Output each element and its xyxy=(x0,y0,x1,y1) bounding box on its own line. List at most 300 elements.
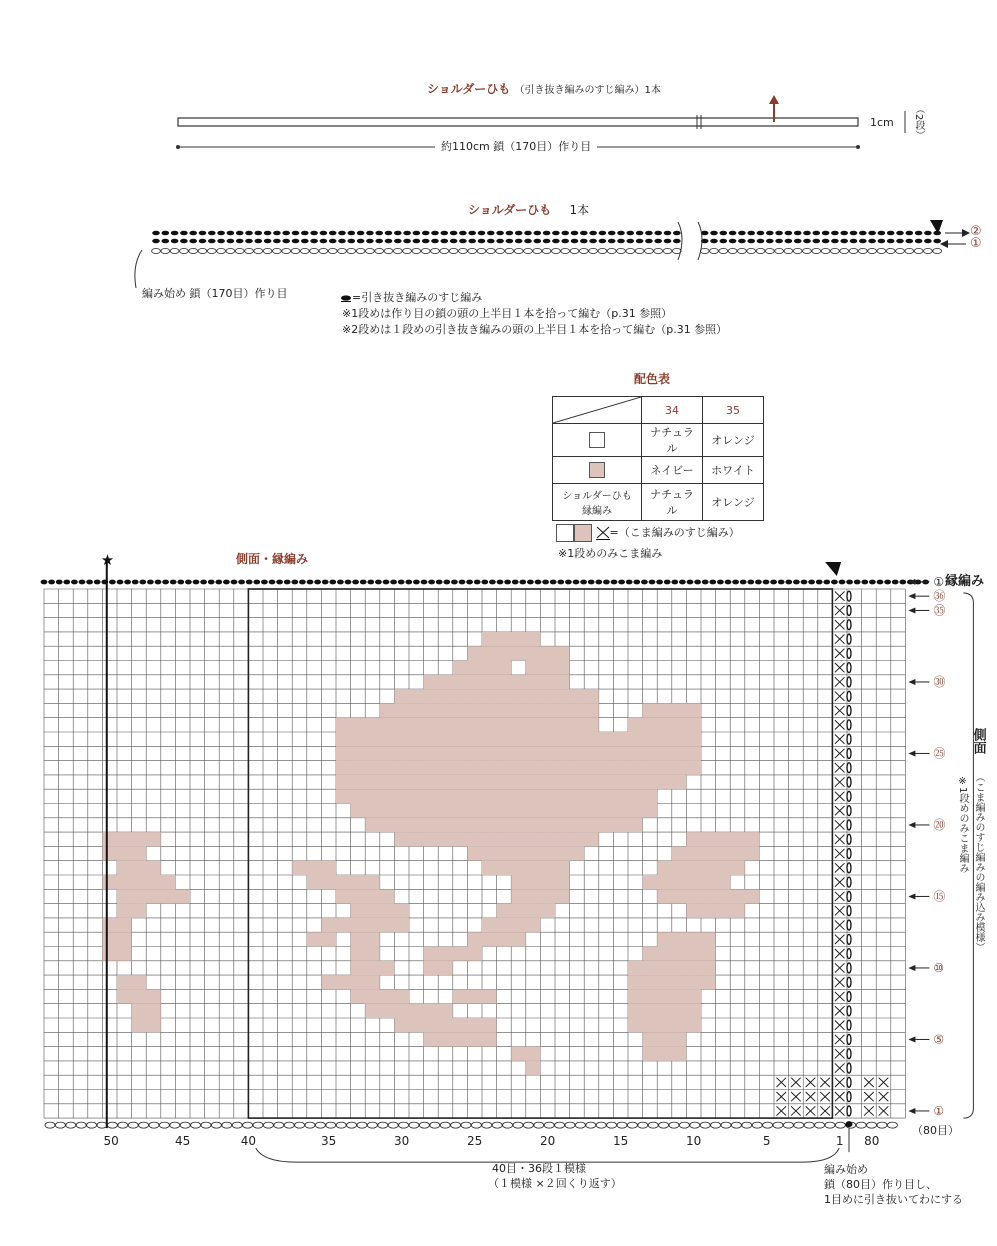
edge-stitch-mark xyxy=(56,580,63,585)
strap-note-row2: ※2段めは１段めの引き抜き編みの頭の上半目１本を拾って編む（p.31 参照） xyxy=(342,323,728,336)
join-stitch-mark xyxy=(847,1092,851,1102)
start-label: 編み始め xyxy=(824,1163,868,1176)
foundation-chain-mark xyxy=(763,1122,773,1128)
slip-stitch-mark xyxy=(515,239,523,244)
chain-stitch-mark xyxy=(496,248,505,253)
slip-stitch-mark xyxy=(264,239,272,244)
slip-stitch-mark xyxy=(320,239,328,244)
slip-stitch-mark xyxy=(162,231,170,236)
edge-stitch-mark xyxy=(451,580,458,585)
chain-stitch-mark xyxy=(626,248,635,253)
chain-stitch-mark xyxy=(338,248,347,253)
edge-stitch-mark xyxy=(801,580,808,585)
start-leader xyxy=(135,250,142,288)
chain-stitch-mark xyxy=(747,248,756,253)
foundation-chain-mark xyxy=(191,1122,201,1128)
motif-cell xyxy=(643,947,716,961)
slip-stitch-mark xyxy=(282,231,290,236)
foundation-chain-mark xyxy=(284,1122,294,1128)
motif-cell xyxy=(307,875,380,889)
row-label: ㉕ xyxy=(933,746,946,761)
foundation-chain-mark xyxy=(451,1122,461,1128)
start-point-icon xyxy=(846,1121,853,1127)
slip-stitch-mark xyxy=(654,239,662,244)
row-arrow-head xyxy=(908,1108,915,1114)
edge-stitch-mark xyxy=(725,580,732,585)
edge-stitch-mark xyxy=(269,580,276,585)
edge-stitch-mark xyxy=(117,580,124,585)
join-stitch-mark xyxy=(847,906,851,916)
slip-stitch-mark xyxy=(738,231,746,236)
chain-stitch-mark xyxy=(291,248,300,253)
slip-stitch-mark xyxy=(199,239,207,244)
edge-stitch-mark xyxy=(162,580,169,585)
chain-stitch-mark xyxy=(728,248,737,253)
join-stitch-mark xyxy=(847,849,851,859)
foundation-chain-mark xyxy=(76,1122,86,1128)
foundation-chain-mark xyxy=(55,1122,65,1128)
star-icon: ★ xyxy=(100,551,115,569)
slip-stitch-mark xyxy=(468,231,476,236)
foundation-chain-mark xyxy=(139,1122,149,1128)
slip-stitch-mark xyxy=(664,239,672,244)
slip-stitch-mark xyxy=(906,239,914,244)
slip-stitch-mark xyxy=(478,239,486,244)
slip-stitch-mark xyxy=(171,231,179,236)
slip-stitch-mark xyxy=(766,231,774,236)
slip-stitch-mark xyxy=(729,231,737,236)
foundation-chain-mark xyxy=(815,1122,825,1128)
edge-stitch-mark xyxy=(869,580,876,585)
x-axis-label: 15 xyxy=(613,1134,629,1149)
edge-stitch-mark xyxy=(459,580,466,585)
slip-stitch-mark xyxy=(162,239,170,244)
edge-stitch-mark xyxy=(694,580,701,585)
foundation-chain-mark xyxy=(877,1122,887,1128)
slip-stitch-mark xyxy=(478,231,486,236)
slip-stitch-mark xyxy=(413,239,421,244)
slip-stitch-mark xyxy=(273,239,281,244)
edge-stitch-mark xyxy=(231,580,238,585)
foundation-chain-mark xyxy=(607,1122,617,1128)
chain-stitch-mark xyxy=(170,248,179,253)
motif-cell xyxy=(686,904,744,918)
slip-stitch-mark xyxy=(571,231,579,236)
strap-chart-count: 1本 xyxy=(569,203,590,217)
chain-stitch-mark xyxy=(905,248,914,253)
edge-stitch-mark xyxy=(641,580,648,585)
motif-cell xyxy=(380,703,599,717)
foundation-chain-mark xyxy=(752,1122,762,1128)
row-arrow-head xyxy=(908,679,915,685)
edge-stitch-mark xyxy=(709,580,716,585)
chain-stitch-mark xyxy=(217,248,226,253)
color-table-corner xyxy=(553,397,642,424)
edge-stitch-mark xyxy=(877,580,884,585)
edge-stitch-mark xyxy=(846,580,853,585)
x-axis-label: 25 xyxy=(467,1134,483,1149)
foundation-chain-mark xyxy=(773,1122,783,1128)
slip-stitch-mark xyxy=(924,231,932,236)
chain-stitch-mark xyxy=(440,248,449,253)
slip-stitch-mark xyxy=(654,231,662,236)
slip-stitch-mark xyxy=(394,239,402,244)
slip-stitch-mark xyxy=(524,231,532,236)
motif-cell xyxy=(643,703,701,717)
edge-stitch-mark xyxy=(314,580,321,585)
join-stitch-mark xyxy=(847,706,851,716)
motif-cell xyxy=(336,775,686,789)
motif-cell xyxy=(336,761,701,775)
slip-stitch-mark xyxy=(366,231,374,236)
slip-stitch-mark xyxy=(208,239,216,244)
row-arrow-head xyxy=(908,1036,915,1042)
chain-stitch-mark xyxy=(477,248,486,253)
slip-stitch-mark xyxy=(561,231,569,236)
edge-stitch-mark xyxy=(223,580,230,585)
row-label: ㉟ xyxy=(933,603,946,618)
foundation-chain-mark xyxy=(513,1122,523,1128)
slip-stitch-mark xyxy=(245,231,253,236)
row-arrow-head xyxy=(908,965,915,971)
join-stitch-mark xyxy=(847,1106,851,1116)
foundation-chain-mark xyxy=(305,1122,315,1128)
motif-cell xyxy=(526,1061,541,1075)
strap-note-row1: ※1段めは作り目の鎖の頭の上半目１本を拾って編む（p.31 参照） xyxy=(342,307,673,320)
edge-stitch-mark xyxy=(763,580,770,585)
slip-stitch-mark xyxy=(189,231,197,236)
slip-stitch-mark xyxy=(924,239,932,244)
row-label: ① xyxy=(933,574,945,589)
x-axis-label: 5 xyxy=(762,1134,771,1149)
chain-stitch-mark xyxy=(840,248,849,253)
edge-stitch-mark xyxy=(48,580,55,585)
edge-stitch-mark xyxy=(770,580,777,585)
x-axis-label: 20 xyxy=(540,1134,556,1149)
slip-stitch-mark xyxy=(552,239,560,244)
motif-cell xyxy=(307,932,336,946)
foundation-chain-mark xyxy=(471,1122,481,1128)
chain-stitch-mark xyxy=(263,248,272,253)
chain-stitch-mark xyxy=(738,248,747,253)
chain-stitch-mark xyxy=(226,248,235,253)
edge-stitch-mark xyxy=(390,580,397,585)
edge-stitch-mark xyxy=(193,580,200,585)
join-stitch-mark xyxy=(847,863,851,873)
slip-stitch-mark xyxy=(227,231,235,236)
chain-stitch-mark xyxy=(700,248,709,253)
color-row-swatch-light xyxy=(553,424,642,457)
slip-stitch-mark xyxy=(710,239,718,244)
slip-stitch-mark xyxy=(599,239,607,244)
slip-stitch-mark xyxy=(459,231,467,236)
edge-stitch-mark xyxy=(808,580,815,585)
strap-width-label: 1cm xyxy=(870,116,894,129)
edge-stitch-mark xyxy=(413,580,420,585)
foundation-chain-mark xyxy=(555,1122,565,1128)
join-stitch-mark xyxy=(847,634,851,644)
chain-stitch-mark xyxy=(161,248,170,253)
foundation-chain-mark xyxy=(222,1122,232,1128)
motif-cell xyxy=(394,689,598,703)
slip-stitch-mark xyxy=(627,231,635,236)
motif-cell xyxy=(336,789,657,803)
foundation-chain-mark xyxy=(534,1122,544,1128)
slip-stitch-mark xyxy=(236,231,244,236)
slip-stitch-mark xyxy=(189,239,197,244)
slip-stitch-mark xyxy=(757,231,765,236)
motif-cell xyxy=(351,804,658,818)
slip-stitch-mark xyxy=(413,231,421,236)
motif-cell xyxy=(365,818,642,832)
edge-stitch-mark xyxy=(405,580,412,585)
chain-stitch-mark xyxy=(812,248,821,253)
slip-stitch-mark xyxy=(608,231,616,236)
edge-stitch-mark xyxy=(679,580,686,585)
slip-stitch-mark xyxy=(552,231,560,236)
chain-stitch-mark xyxy=(663,248,672,253)
strap-title: ショルダーひも （引き抜き編みのすじ編み）1本 xyxy=(427,82,661,96)
slip-stitch-mark xyxy=(747,231,755,236)
foundation-chain-mark xyxy=(347,1122,357,1128)
motif-cell xyxy=(643,875,731,889)
foundation-chain-mark xyxy=(419,1122,429,1128)
strap-chart-title: ショルダーひも 1本 xyxy=(468,203,590,217)
join-stitch-mark xyxy=(847,1063,851,1073)
join-stitch-mark xyxy=(847,820,851,830)
foundation-chain-mark xyxy=(440,1122,450,1128)
chain-stitch-mark xyxy=(645,248,654,253)
motif-cell xyxy=(657,861,745,875)
slip-stitch-mark xyxy=(515,231,523,236)
edge-stitch-mark xyxy=(329,580,336,585)
chain-stitch-mark xyxy=(431,248,440,253)
foundation-chain-mark xyxy=(731,1122,741,1128)
slip-stitch-mark xyxy=(338,239,346,244)
slip-stitch-mark xyxy=(599,231,607,236)
motif-cell xyxy=(102,832,160,846)
motif-cell xyxy=(292,861,336,875)
chain-stitch-mark xyxy=(245,248,254,253)
chain-stitch-mark xyxy=(533,248,542,253)
chain-stitch-mark xyxy=(719,248,728,253)
color-cell: オレンジ xyxy=(703,424,764,457)
slip-stitch-mark xyxy=(236,239,244,244)
edge-stitch-mark xyxy=(109,580,116,585)
foundation-chain-mark xyxy=(430,1122,440,1128)
slip-stitch-mark xyxy=(320,231,328,236)
foundation-chain-mark xyxy=(66,1122,76,1128)
chain-stitch-mark xyxy=(459,248,468,253)
edge-stitch-mark xyxy=(238,580,245,585)
slip-stitch-mark xyxy=(766,239,774,244)
motif-cell xyxy=(117,904,146,918)
edge-stitch-mark xyxy=(132,580,139,585)
edge-label: 縁編み xyxy=(945,574,985,589)
repeat-brace xyxy=(256,1148,840,1162)
slip-stitch-mark xyxy=(431,239,439,244)
row-arrow-head xyxy=(908,593,915,599)
row-arrow-head xyxy=(908,607,915,613)
symbol-legend: =（こま編みのすじ編み） xyxy=(556,524,740,542)
edge-stitch-mark xyxy=(481,580,488,585)
motif-cell xyxy=(336,889,394,903)
join-stitch-mark xyxy=(847,891,851,901)
strap-rows-label: （2段） xyxy=(913,104,924,141)
motif-cell xyxy=(628,989,701,1003)
strap-title-note: （引き抜き編みのすじ編み）1本 xyxy=(514,85,661,96)
chain-stitch-mark xyxy=(366,248,375,253)
slip-stitch-mark xyxy=(385,231,393,236)
motif-cell xyxy=(351,932,380,946)
slip-stitch-mark xyxy=(915,231,923,236)
color-table xyxy=(552,396,764,521)
slip-stitch-mark xyxy=(534,231,542,236)
slip-stitch-mark xyxy=(896,239,904,244)
join-stitch-mark xyxy=(847,777,851,787)
slip-stitch-mark xyxy=(385,239,393,244)
strap-length-label: 約110cm 鎖（170目）作り目 xyxy=(435,140,597,153)
motif-cell xyxy=(628,718,701,732)
edge-stitch-mark xyxy=(261,580,268,585)
join-stitch-mark xyxy=(847,591,851,601)
join-stitch-mark xyxy=(847,791,851,801)
slip-stitch-mark xyxy=(348,239,356,244)
slip-stitch-mark xyxy=(720,231,728,236)
edge-stitch-mark xyxy=(200,580,207,585)
join-stitch-mark xyxy=(847,734,851,744)
edge-stitch-mark xyxy=(884,580,891,585)
slip-stitch-mark xyxy=(589,231,597,236)
color-row-strap-label: ショルダーひも 縁編み xyxy=(553,484,642,521)
slip-stitch-mark xyxy=(887,231,895,236)
foundation-chain-mark xyxy=(315,1122,325,1128)
chain-stitch-mark xyxy=(207,248,216,253)
foundation-chain-mark xyxy=(201,1122,211,1128)
foundation-chain-mark xyxy=(627,1122,637,1128)
join-stitch-mark xyxy=(847,977,851,987)
slip-stitch-mark xyxy=(589,239,597,244)
slip-stitch-mark xyxy=(617,231,625,236)
slip-stitch-mark xyxy=(720,239,728,244)
edge-stitch-mark xyxy=(535,580,542,585)
join-stitch-mark xyxy=(847,920,851,930)
motif-cell xyxy=(117,889,190,903)
color-col-35: 35 xyxy=(703,397,764,424)
slip-stitch-mark xyxy=(292,231,300,236)
edge-stitch-mark xyxy=(466,580,473,585)
join-stitch-mark xyxy=(847,1049,851,1059)
slip-stitch-mark xyxy=(422,239,430,244)
chain-stitch-mark xyxy=(552,248,561,253)
foundation-chain-mark xyxy=(128,1122,138,1128)
edge-stitch-mark xyxy=(580,580,587,585)
slip-stitch-mark xyxy=(738,239,746,244)
chain-stitch-mark xyxy=(468,248,477,253)
motif-cell xyxy=(467,646,569,660)
slip-stitch-mark xyxy=(580,231,588,236)
slip-stitch-mark xyxy=(338,231,346,236)
motif-cell xyxy=(394,832,598,846)
chain-stitch-mark xyxy=(347,248,356,253)
single-crochet-symbol-icon xyxy=(596,526,610,540)
motif-cell xyxy=(628,975,716,989)
slip-stitch-mark xyxy=(673,231,681,236)
edge-stitch-mark xyxy=(94,580,101,585)
motif-cell xyxy=(467,932,525,946)
slip-stitch-mark xyxy=(803,239,811,244)
slip-stitch-mark xyxy=(906,231,914,236)
edge-stitch-mark xyxy=(823,580,830,585)
foundation-chain-mark xyxy=(107,1122,117,1128)
join-stitch-mark xyxy=(847,963,851,973)
edge-stitch-mark xyxy=(519,580,526,585)
chain-stitch-mark xyxy=(319,248,328,253)
slip-stitch-mark xyxy=(487,231,495,236)
edge-stitch-mark xyxy=(839,580,846,585)
slip-stitch-mark xyxy=(441,231,449,236)
slip-stitch-mark xyxy=(227,239,235,244)
edge-stitch-mark xyxy=(816,580,823,585)
slip-stitch-mark xyxy=(431,231,439,236)
motif-cell xyxy=(117,989,161,1003)
slip-stitch-mark xyxy=(375,231,383,236)
repeat-label: 40目・36段１模様 xyxy=(492,1162,586,1175)
foundation-chain-mark xyxy=(856,1122,866,1128)
chain-stitch-mark xyxy=(896,248,905,253)
edge-stitch-mark xyxy=(436,580,443,585)
slip-stitch-mark xyxy=(403,239,411,244)
foundation-chain-mark xyxy=(232,1122,242,1128)
motif-cell xyxy=(102,875,175,889)
motif-cell xyxy=(628,961,716,975)
motif-cell xyxy=(511,1047,540,1061)
slip-stitch-mark xyxy=(868,239,876,244)
edge-stitch-mark xyxy=(785,580,792,585)
edge-stitch-mark xyxy=(139,580,146,585)
edge-stitch-mark xyxy=(633,580,640,585)
row-arrow-head xyxy=(908,822,915,828)
motif-cell xyxy=(511,875,569,889)
chain-stitch-mark xyxy=(356,248,365,253)
edge-stitch-mark xyxy=(291,580,298,585)
slip-stitch-mark xyxy=(645,231,653,236)
join-stitch-mark xyxy=(847,648,851,658)
edge-stitch-mark xyxy=(565,580,572,585)
row-label: ① xyxy=(933,1103,945,1118)
chain-stitch-mark xyxy=(273,248,282,253)
slip-stitch-mark xyxy=(468,239,476,244)
edge-stitch-mark xyxy=(421,580,428,585)
strap-row-1-label: ① xyxy=(970,236,982,251)
edge-stitch-mark xyxy=(170,580,177,585)
edge-stitch-mark xyxy=(147,580,154,585)
foundation-chain-mark xyxy=(586,1122,596,1128)
slip-stitch-mark xyxy=(152,239,160,244)
chain-stitch-mark xyxy=(933,248,942,253)
edge-stitch-mark xyxy=(345,580,352,585)
slip-stitch-mark xyxy=(524,239,532,244)
slip-stitch-mark xyxy=(794,231,802,236)
repeat-note: （１模様 ×２回くり返す） xyxy=(488,1177,622,1190)
slip-stitch-mark xyxy=(710,231,718,236)
motif-cell xyxy=(351,961,395,975)
motif-cell xyxy=(482,918,540,932)
edge-stitch-mark xyxy=(649,580,656,585)
chain-stitch-mark xyxy=(570,248,579,253)
edge-stitch-mark xyxy=(41,580,48,585)
slip-stitch-mark xyxy=(664,231,672,236)
